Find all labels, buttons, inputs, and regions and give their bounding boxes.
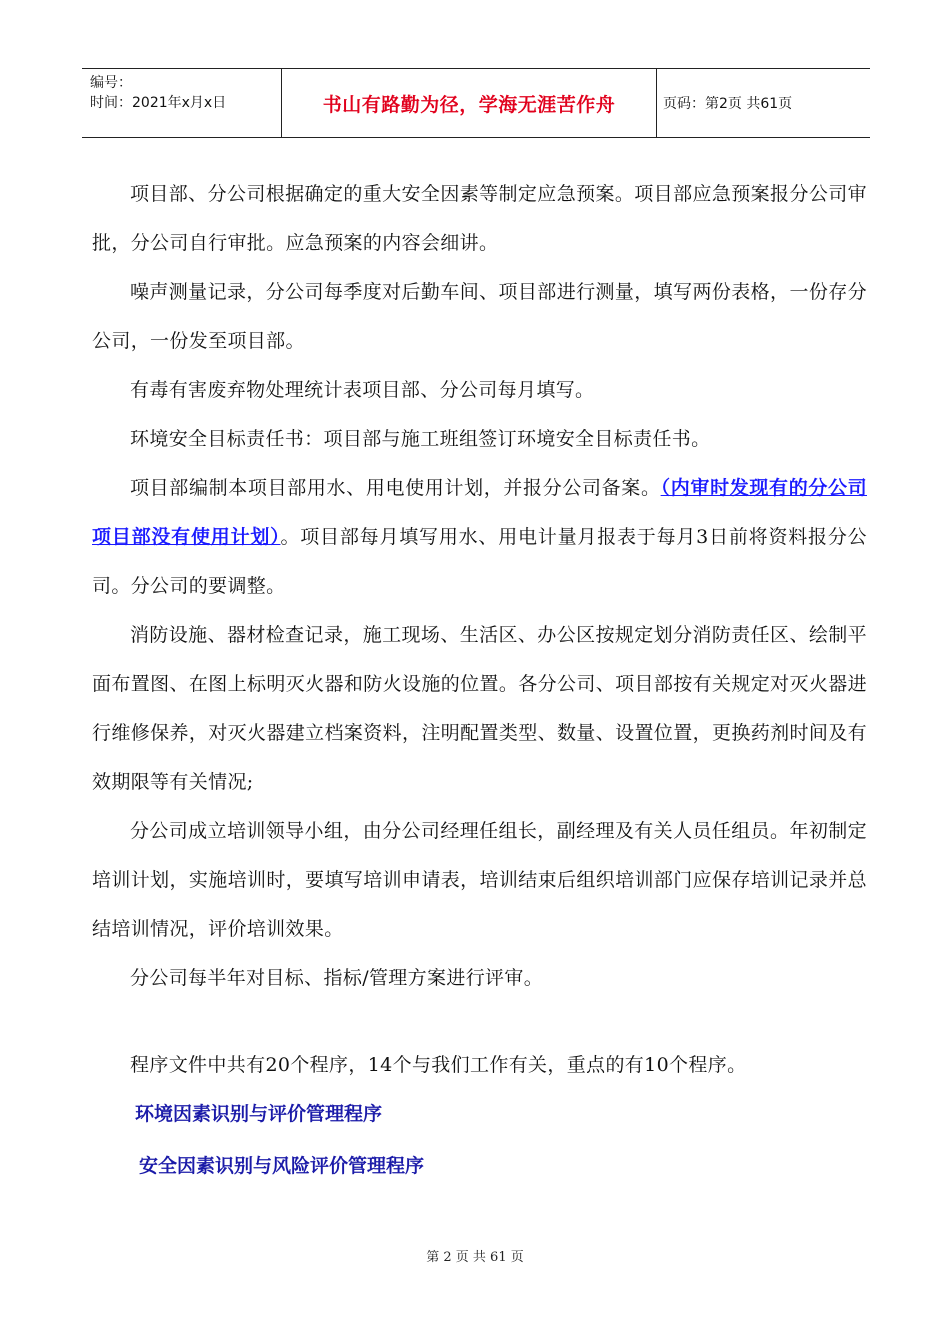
water-plan-text: 项目部编制本项目部用水、用电使用计划，并报分公司备案。 (130, 477, 661, 499)
paragraph-noise-record: 噪声测量记录，分公司每季度对后勤车间、项目部进行测量，填写两份表格，一份存分公司，一份发至项目部。 (92, 281, 867, 352)
spacer (92, 1003, 867, 1041)
paragraph-responsibility-letter: 环境安全目标责任书：项目部与施工班组签订环境安全目标责任书。 (130, 428, 711, 450)
document-number-label: 编号： (90, 75, 132, 91)
paragraph-water-power-plan (92, 464, 867, 611)
paragraph-training: 分公司成立培训领导小组，由分公司经理任组长，副经理及有关人员任组员。年初制定培训计划，实施培训时，要填写培训申请表，培训结束后组织培训部门应保存培训记录并总结培训情况，评价培训效果。 (92, 820, 867, 940)
header-motto: 书山有路勤为径，学海无涯苦作舟 (281, 69, 657, 137)
heading-environment-procedure: 环境因素识别与评价管理程序 (135, 1103, 383, 1125)
page-header (82, 68, 870, 138)
page-footer: 第 2 页 共 61 页 (426, 1250, 524, 1265)
paragraph-hazardous-waste: 有毒有害废弃物处理统计表项目部、分公司每月填写。 (130, 379, 595, 401)
audit-note-link[interactable]: （内审时发现有的分公司项目部没有使用计划） (92, 477, 867, 548)
heading-safety-procedure: 安全因素识别与风险评价管理程序 (139, 1155, 425, 1177)
water-plan-text-continued: 。项目部每月填写用水、用电计量月报表于每月3日前将资料报分公司。分公司的要调整。 (92, 526, 867, 597)
paragraph-fire-equipment: 消防设施、器材检查记录，施工现场、生活区、办公区按规定划分消防责任区、绘制平面布置图、在图上标明灭火器和防火设施的位置。各分公司、项目部按有关规定对灭火器进行维修保养，对灭火器建立档案资料，注明配置类型、数量、设置位置，更换药剂时间及有效期限等有关情况; (92, 624, 867, 793)
document-date: 时间：2021年x月x日 (90, 95, 227, 111)
paragraph-review: 分公司每半年对目标、指标/管理方案进行评审。 (130, 967, 544, 989)
header-page-info: 页码：第2页 共61页 (663, 96, 793, 112)
paragraph-procedures: 程序文件中共有20个程序，14个与我们工作有关，重点的有10个程序。 (130, 1054, 747, 1076)
header-meta (82, 69, 281, 137)
document-body (92, 170, 867, 1193)
paragraph-emergency-plan: 项目部、分公司根据确定的重大安全因素等制定应急预案。项目部应急预案报分公司审批，分公司自行审批。应急预案的内容会细讲。 (92, 183, 867, 254)
